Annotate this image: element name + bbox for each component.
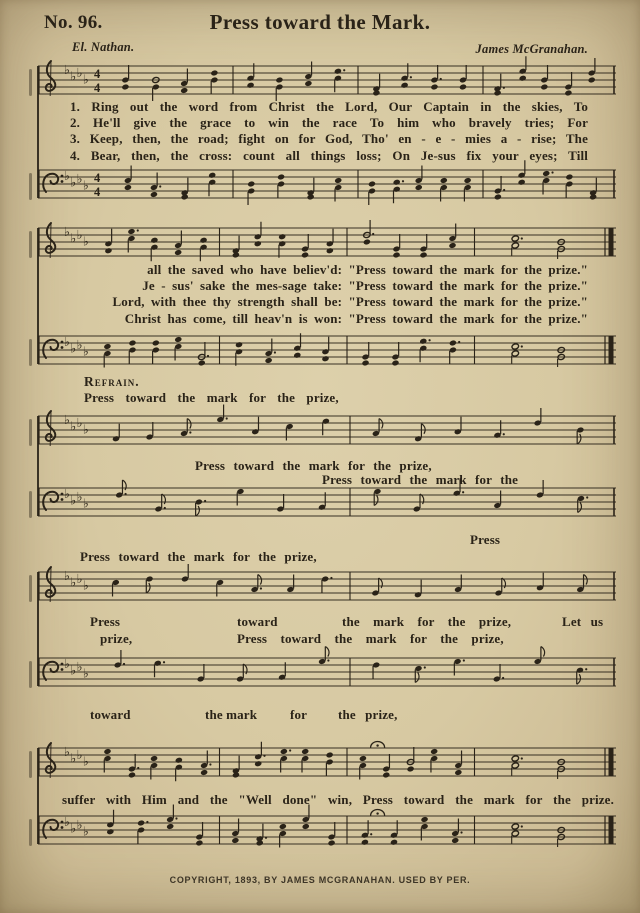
svg-text:♭: ♭ [70,574,77,590]
treble-staff-system-4 [38,566,616,616]
svg-text:♭: ♭ [82,577,89,593]
page-edge-artifact [29,661,32,688]
svg-text:♭: ♭ [70,340,77,356]
bass-staff-system-5 [38,810,616,860]
hymn-number: No. 96. [44,12,103,33]
svg-text:♭: ♭ [64,334,70,349]
bass-staff-system-3 [38,482,616,532]
refrain-final-lyric-line: suffer with Him and the "Well done" win, Press toward the mark for the prize. [62,792,614,807]
svg-text:♭: ♭ [70,418,77,434]
treble-staff-system-3 [38,410,616,460]
verse-lyrics-block-2 [60,262,588,327]
svg-text:♭: ♭ [76,571,83,586]
page-edge-artifact [29,491,32,518]
svg-text:♭: ♭ [82,665,89,681]
lyric-segment: toward [237,614,278,629]
svg-text:4: 4 [94,67,101,81]
treble-staff-system-5 [38,742,616,792]
page-edge-artifact [29,231,32,258]
svg-text:4: 4 [94,185,101,199]
composer-credit: James McGranahan. [475,42,588,56]
refrain-lyric-line: Press toward the mark for the prize, [80,549,317,564]
lyric-segment: Press [90,614,121,629]
lyric-segment: the mark for the prize, [342,614,512,629]
lyric-segment: the prize, [338,707,398,722]
svg-text:♭: ♭ [82,823,89,839]
svg-text:♭: ♭ [76,817,83,832]
svg-text:♭: ♭ [82,495,89,511]
verse-line: all the saved who have believ'd: "Press toward the mark for the prize." [147,262,588,277]
refrain-lyric-echo: Press [470,532,501,547]
refrain-label: Refrain. [84,374,140,389]
svg-text:♭: ♭ [76,337,83,352]
svg-text:♭: ♭ [64,814,70,829]
refrain-lyric-line [0,614,640,631]
svg-text:♭: ♭ [64,568,70,583]
bass-staff-system-4 [38,652,616,702]
svg-text:♭: ♭ [64,412,70,427]
svg-text:♭: ♭ [82,233,89,249]
svg-text:♭: ♭ [82,421,89,437]
lyric-segment: toward [90,707,131,722]
refrain-lyric-line: Press toward the mark for the prize, [84,390,339,405]
page-edge-artifact [29,575,32,602]
svg-text:♭: ♭ [82,343,89,359]
refrain-lyric-line: Press toward the mark for the [322,472,519,487]
svg-text:♭: ♭ [70,820,77,836]
svg-text:♭: ♭ [70,492,77,508]
svg-text:♭: ♭ [76,489,83,504]
verse-line: Christ has come, till heav'n is won: "Press toward the mark for the prize." [124,310,588,326]
verse-line: 4. Bear, then, the cross: count all things loss; On Je-sus fix your eyes; Till [70,147,588,163]
svg-text:♭: ♭ [64,486,70,501]
svg-text:♭: ♭ [64,224,70,239]
svg-text:♭: ♭ [82,753,89,769]
verse-line: 3. Keep, then, the road; fight on for God, Tho' en - e - mies a - rise; The [70,131,588,147]
system-barline [37,66,39,198]
refrain-lyric-line [0,707,640,724]
svg-text:♭: ♭ [64,744,70,759]
verse-line: 2. He'll give the grace to win the race To him who bravely tries; For [70,115,588,131]
lyricist-credit: El. Nathan. [72,40,135,54]
verse-line: 1. Ring out the word from Christ the Lord, Our Captain in the skies, To [70,99,588,114]
refrain-lyric-line: Press toward the mark for the prize, [195,458,432,473]
copyright-notice: COPYRIGHT, 1893, BY JAMES MCGRANAHAN. USED BY PER. [169,875,471,885]
bass-staff-system-2 [38,330,616,380]
lyric-segment: Let us [562,614,604,629]
svg-text:♭: ♭ [76,659,83,674]
system-barline [37,572,39,686]
system-barline [37,416,39,516]
svg-text:♭: ♭ [76,65,83,80]
svg-text:♭: ♭ [70,174,77,190]
lyric-segment: Press toward the mark for the prize, [237,631,504,646]
page-edge-artifact [29,173,32,200]
svg-text:♭: ♭ [70,750,77,766]
page-edge-artifact [29,751,32,778]
svg-text:♭: ♭ [82,177,89,193]
verse-line: Lord, with thee thy strength shall be: "Press toward the mark for the prize." [112,294,588,310]
svg-text:♭: ♭ [64,168,70,183]
svg-text:4: 4 [94,171,101,185]
svg-text:♭: ♭ [64,62,70,77]
verse-lyrics-block-1 [70,99,588,164]
svg-text:♭: ♭ [76,227,83,242]
svg-text:♭: ♭ [76,415,83,430]
lyric-segment: for [290,707,308,722]
lyric-segment: the mark [205,707,258,722]
page-edge-artifact [29,69,32,96]
svg-text:♭: ♭ [64,656,70,671]
svg-text:♭: ♭ [76,171,83,186]
hymn-title: Press toward the Mark. [209,10,431,34]
svg-text:♭: ♭ [82,71,89,87]
svg-text:♭: ♭ [76,747,83,762]
bass-staff-system-1 [38,164,616,214]
svg-text:4: 4 [94,81,101,95]
svg-text:♭: ♭ [70,230,77,246]
refrain-lyric-line [0,631,640,648]
page-edge-artifact [29,419,32,446]
system-barline [37,748,39,844]
svg-text:♭: ♭ [70,68,77,84]
lyric-segment: prize, [100,631,133,646]
verse-line: Je - sus' sake the mes-sage take: "Press toward the mark for the prize." [142,278,588,294]
page-edge-artifact [29,819,32,846]
svg-text:♭: ♭ [70,662,77,678]
page-edge-artifact [29,339,32,366]
system-barline [37,228,39,364]
